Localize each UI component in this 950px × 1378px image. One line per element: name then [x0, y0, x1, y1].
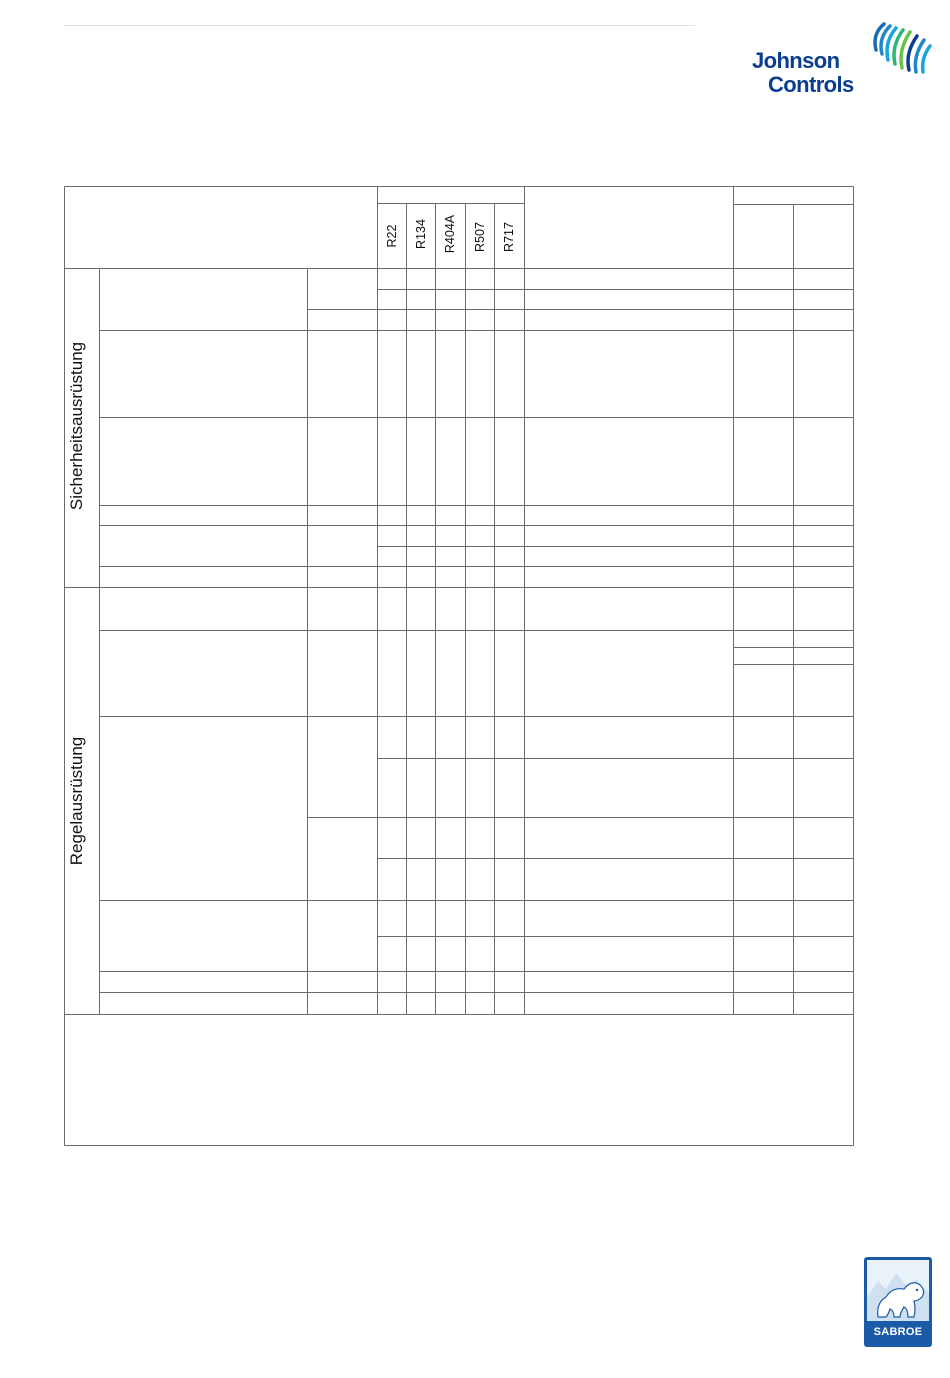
sabroe-wordmark: SABROE — [873, 1326, 923, 1338]
logo-line-2: Controls — [768, 72, 854, 97]
refrigerant-header-r404a: R404A — [443, 214, 457, 254]
section-label-control: Regelausrüstung — [67, 736, 86, 866]
section-label-safety: Sicherheitsausrüstung — [67, 341, 86, 511]
refrigerant-header-r22: R22 — [385, 224, 399, 248]
sabroe-logo — [864, 1257, 932, 1347]
refrigerant-header-r717: R717 — [502, 222, 516, 252]
refrigerant-header-r134: R134 — [414, 219, 428, 249]
logo-line-1: Johnson — [752, 48, 840, 73]
refrigerant-header-r507: R507 — [473, 222, 487, 252]
